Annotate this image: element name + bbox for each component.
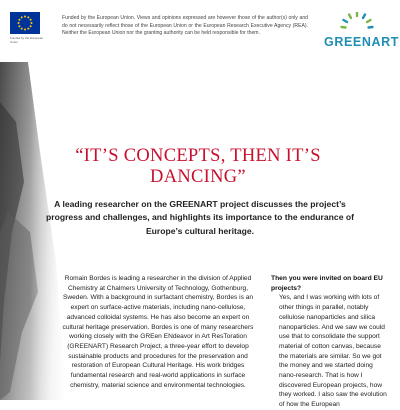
greenart-logo [324,12,399,52]
header [0,0,400,62]
greenart-logo-text: GREENART [324,35,399,49]
eu-funding-block [10,12,44,44]
article-headline: “IT’S CONCEPTS, THEN IT’S DANCING” [75,146,321,187]
interview-column [271,274,391,410]
interview-answer: Yes, and I was working with lots of other things in parallel, notably cellulose nanoparticles and silica nanoparticles. And we saw we could use that to consolidate the support material of cotton canvas, because the materials are similar. So we got the money and we started doing nano-research. That is how I discovered European projects, how they worked. I also saw the evolution of how the European [279,294,387,409]
funding-disclaimer: Funded by the European Union. Views and opinions expressed are however those of the author(s) only and do not necessarily reflect those of the European Union or the European Research Executive Agency (REA). Neither the European Union nor the granting authority can be held responsible for them. [62,15,308,37]
article-body-left: Romain Bordes is leading a researcher in the division of Applied Chemistry at Chalmers University of Technology, Gothenburg, Sweden. With a background in surfactant chemistry, Bordes is an expert on surface-active materials, including nano-cellulose, advanced colloidal systems. He has also become an expert on cultural heritage preservation. Bordes is one of many researchers working closely with the GREen ENdeavor in Art ResToration (GREENART) Research Project, a three-year effort to develop sustainable products and procedures for the preservation and restoration of European Cultural Heritage. His work bridges fundamental research and real-world applications in surface chemistry, material science and environmental technologies. [62,275,254,389]
interview-question: Then you were invited on board EU projects? [271,275,383,292]
eu-caption: Funded by the European Union [10,36,44,44]
greenart-logo-icon [340,12,374,34]
article-intro: A leading researcher on the GREENART project discusses the project’s progress and challenges, and highlights its importance to the endurance of Europe’s cultural heritage. [46,199,354,236]
eu-flag-icon [10,12,40,34]
